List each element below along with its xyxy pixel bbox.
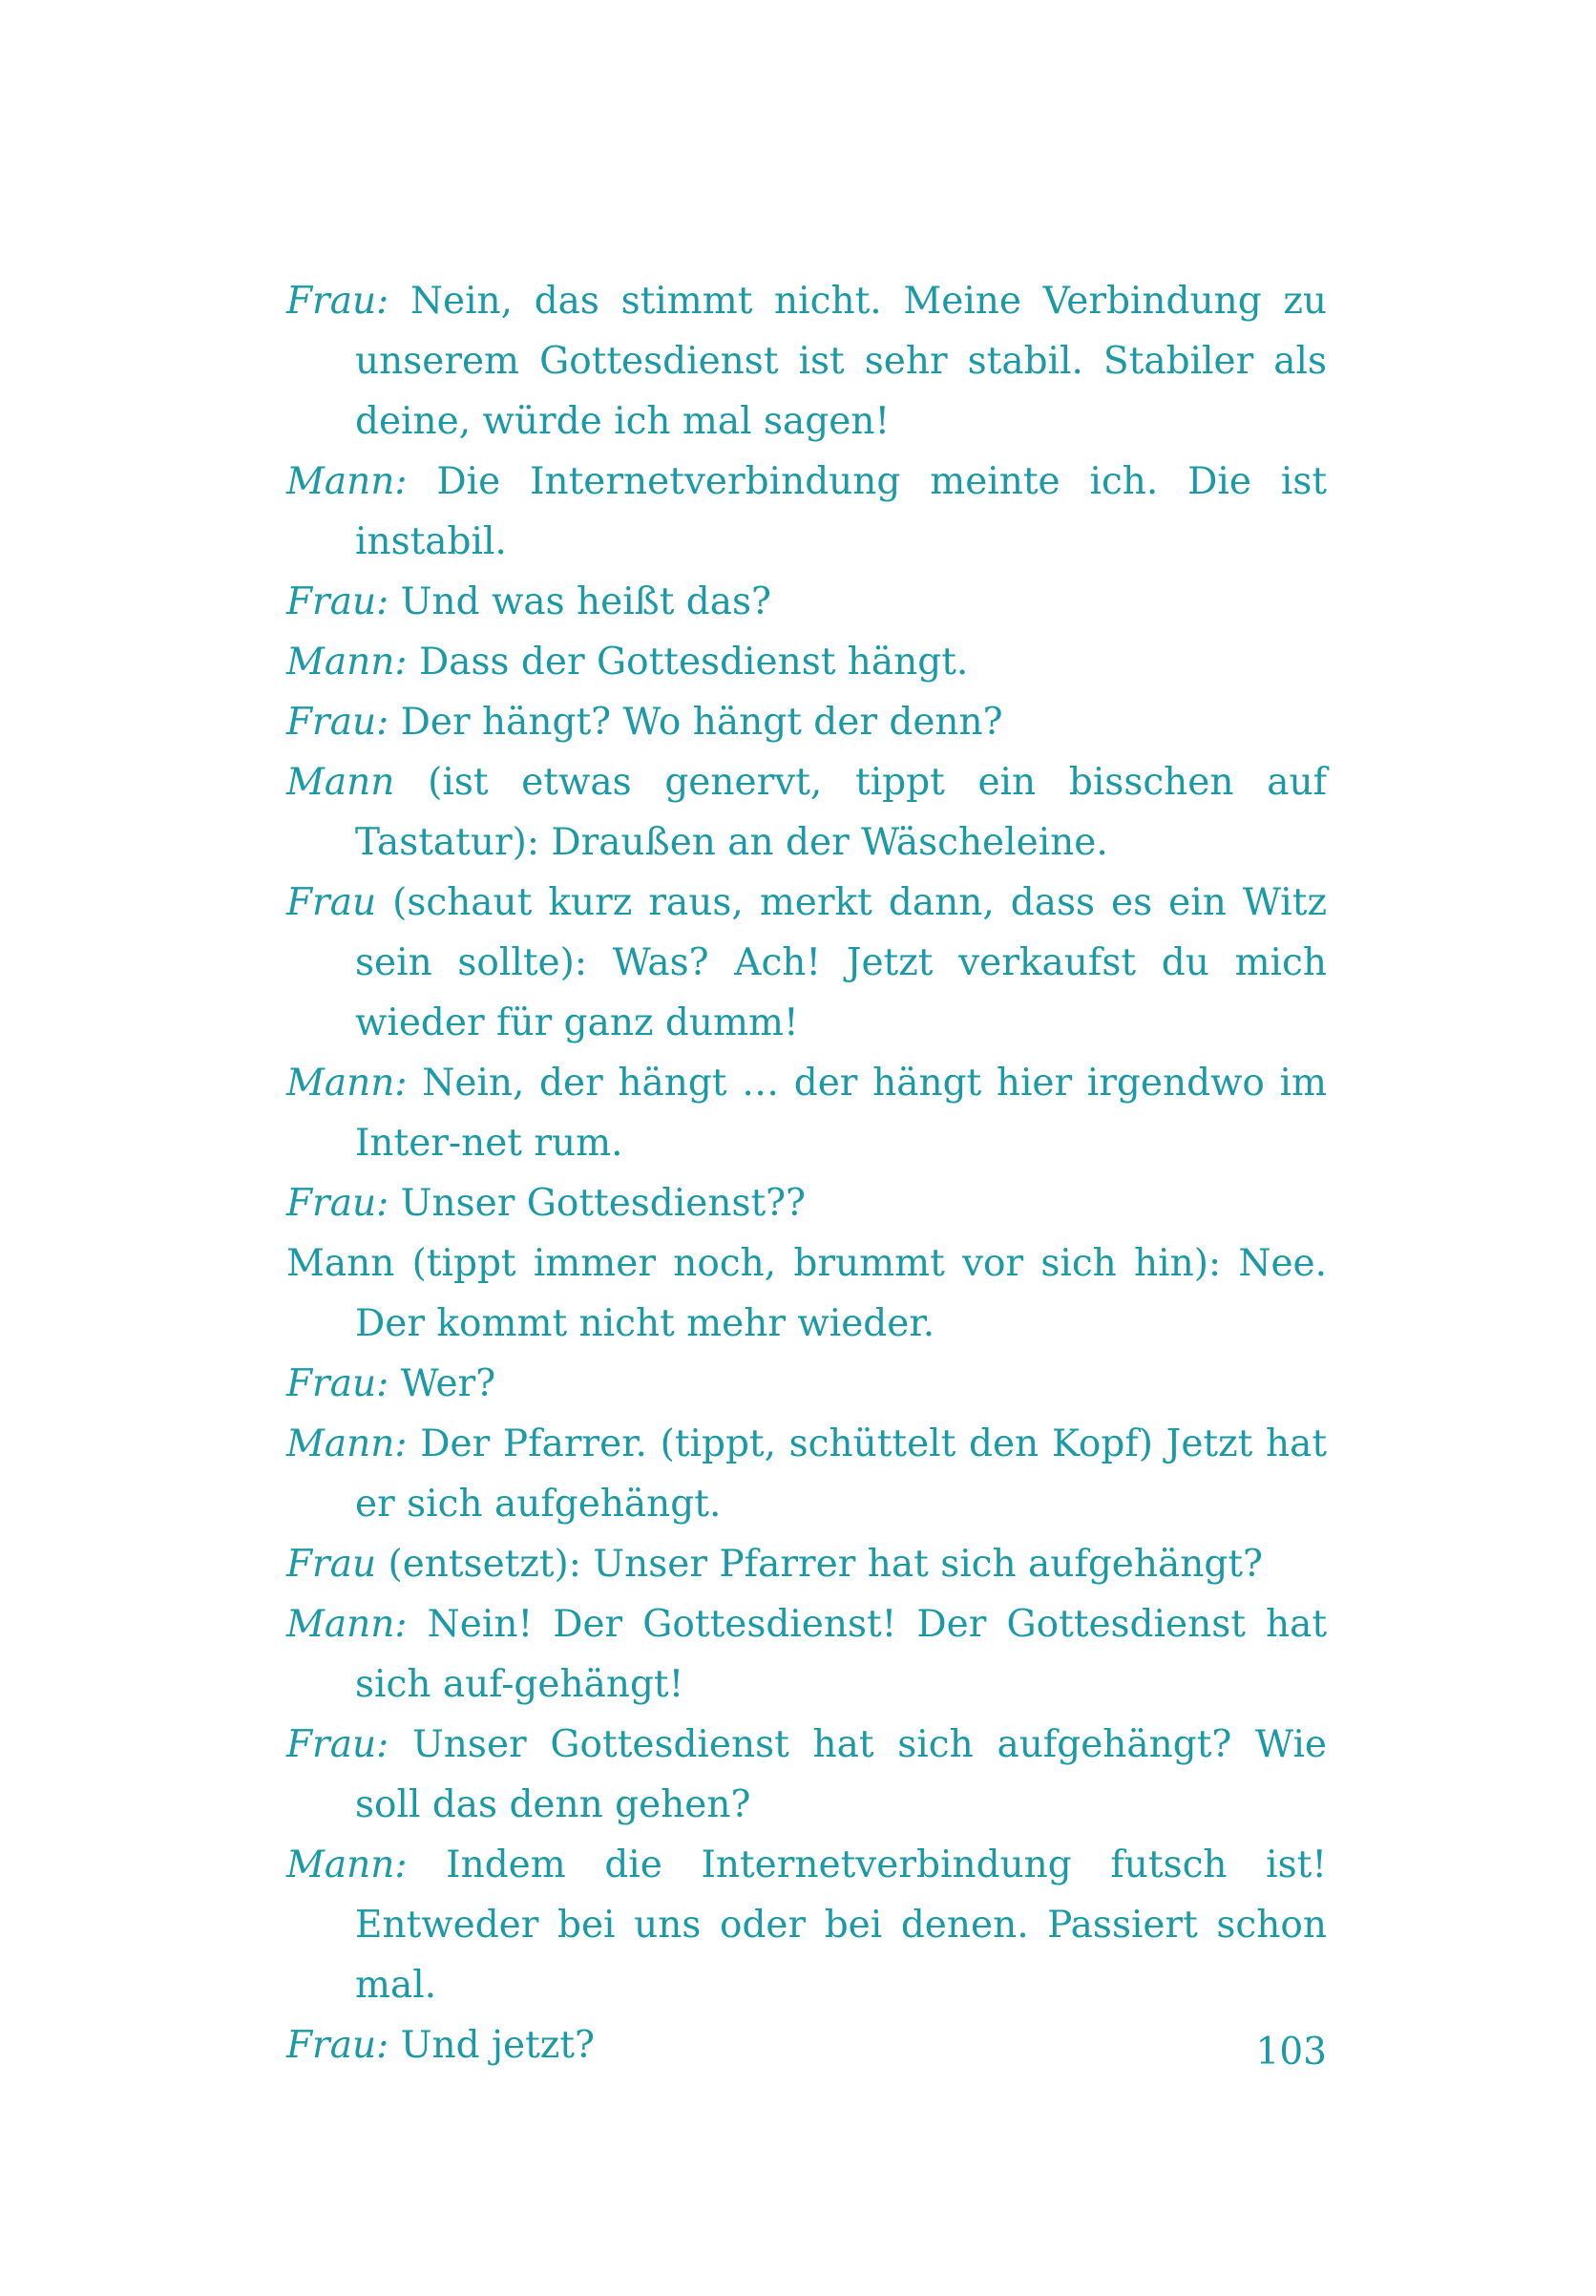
dialogue-text: Die Internetverbindung meinte ich. Die ist instabil. [355, 460, 1327, 563]
speaker-label: Mann [286, 761, 395, 804]
dialogue-line [286, 2015, 1327, 2075]
speaker-label: Mann: [286, 641, 408, 684]
dialogue-line [286, 452, 1327, 572]
dialogue-text: (schaut kurz raus, merkt dann, dass es ein Witz sein sollte): Was? Ach! Jetzt verkaufst du mich wieder für ganz dumm! [355, 881, 1327, 1044]
page-number: 103 [1255, 2031, 1327, 2074]
speaker-label: Mann: [286, 1603, 408, 1646]
dialogue-line [286, 1354, 1327, 1414]
speaker-label: Frau: [286, 1723, 389, 1766]
dialogue-text: Unser Gottesdienst hat sich aufgehängt? Wie soll das denn gehen? [355, 1723, 1327, 1826]
speaker-label: Frau [286, 1543, 377, 1586]
dialogue-line [286, 1835, 1327, 2015]
dialogue-text: Der hängt? Wo hängt der denn? [388, 701, 1003, 744]
dialogue-line [286, 1173, 1327, 1233]
dialogue-line [286, 1594, 1327, 1715]
dialogue-line [286, 1233, 1327, 1354]
dialogue-text: Nein, das stimmt nicht. Meine Verbindung zu unserem Gottesdienst ist sehr stabil. Stabiler als deine, würde ich mal sagen! [355, 280, 1327, 443]
speaker-label: Frau: [286, 580, 389, 623]
speaker-label: Frau: [286, 701, 389, 744]
dialogue-text: Und was heißt das? [388, 580, 771, 623]
dialogue-text: (entsetzt): Unser Pfarrer hat sich aufgehängt? [376, 1543, 1263, 1586]
speaker-label: Frau: [286, 1362, 389, 1405]
dialogue-line [286, 632, 1327, 692]
dialogue-line [286, 1053, 1327, 1173]
dialogue-text: Nein, der hängt … der hängt hier irgendwo im Inter-net rum. [355, 1062, 1327, 1165]
speaker-label: Frau [286, 881, 377, 924]
dialogue-text: Unser Gottesdienst?? [388, 1182, 806, 1225]
speaker-label: Frau: [286, 1182, 389, 1225]
speaker-label: Mann: [286, 1062, 408, 1105]
dialogue-line [286, 572, 1327, 632]
dialogue-text: (ist etwas genervt, tippt ein bisschen auf Tastatur): Draußen an der Wäscheleine. [355, 761, 1327, 864]
dialogue-text: Der Pfarrer. (tippt, schüttelt den Kopf) Jetzt hat er sich aufgehängt. [355, 1422, 1327, 1526]
dialogue-text: Wer? [388, 1362, 496, 1405]
speaker-label: Mann: [286, 1422, 408, 1465]
dialogue-line [286, 692, 1327, 752]
dialogue-line [286, 1534, 1327, 1594]
speaker-label: Frau: [286, 280, 389, 323]
dialogue-text-block [286, 271, 1327, 2075]
speaker-label: Frau: [286, 2024, 389, 2067]
speaker-label: Mann [286, 1242, 395, 1285]
dialogue-text: Nein! Der Gottesdienst! Der Gottesdienst hat sich auf-gehängt! [355, 1603, 1327, 1706]
dialogue-text: Dass der Gottesdienst hängt. [407, 641, 969, 684]
dialogue-text: Indem die Internetverbindung futsch ist! Entweder bei uns oder bei denen. Passiert schon mal. [355, 1843, 1327, 2007]
dialogue-text: Und jetzt? [388, 2024, 595, 2067]
dialogue-line [286, 1414, 1327, 1534]
dialogue-text: (tippt immer noch, brummt vor sich hin): Nee. Der kommt nicht mehr wieder. [355, 1242, 1327, 1345]
speaker-label: Mann: [286, 1843, 408, 1886]
dialogue-line [286, 271, 1327, 452]
dialogue-line [286, 752, 1327, 873]
dialogue-line [286, 1715, 1327, 1835]
speaker-label: Mann: [286, 460, 408, 503]
dialogue-line [286, 873, 1327, 1053]
